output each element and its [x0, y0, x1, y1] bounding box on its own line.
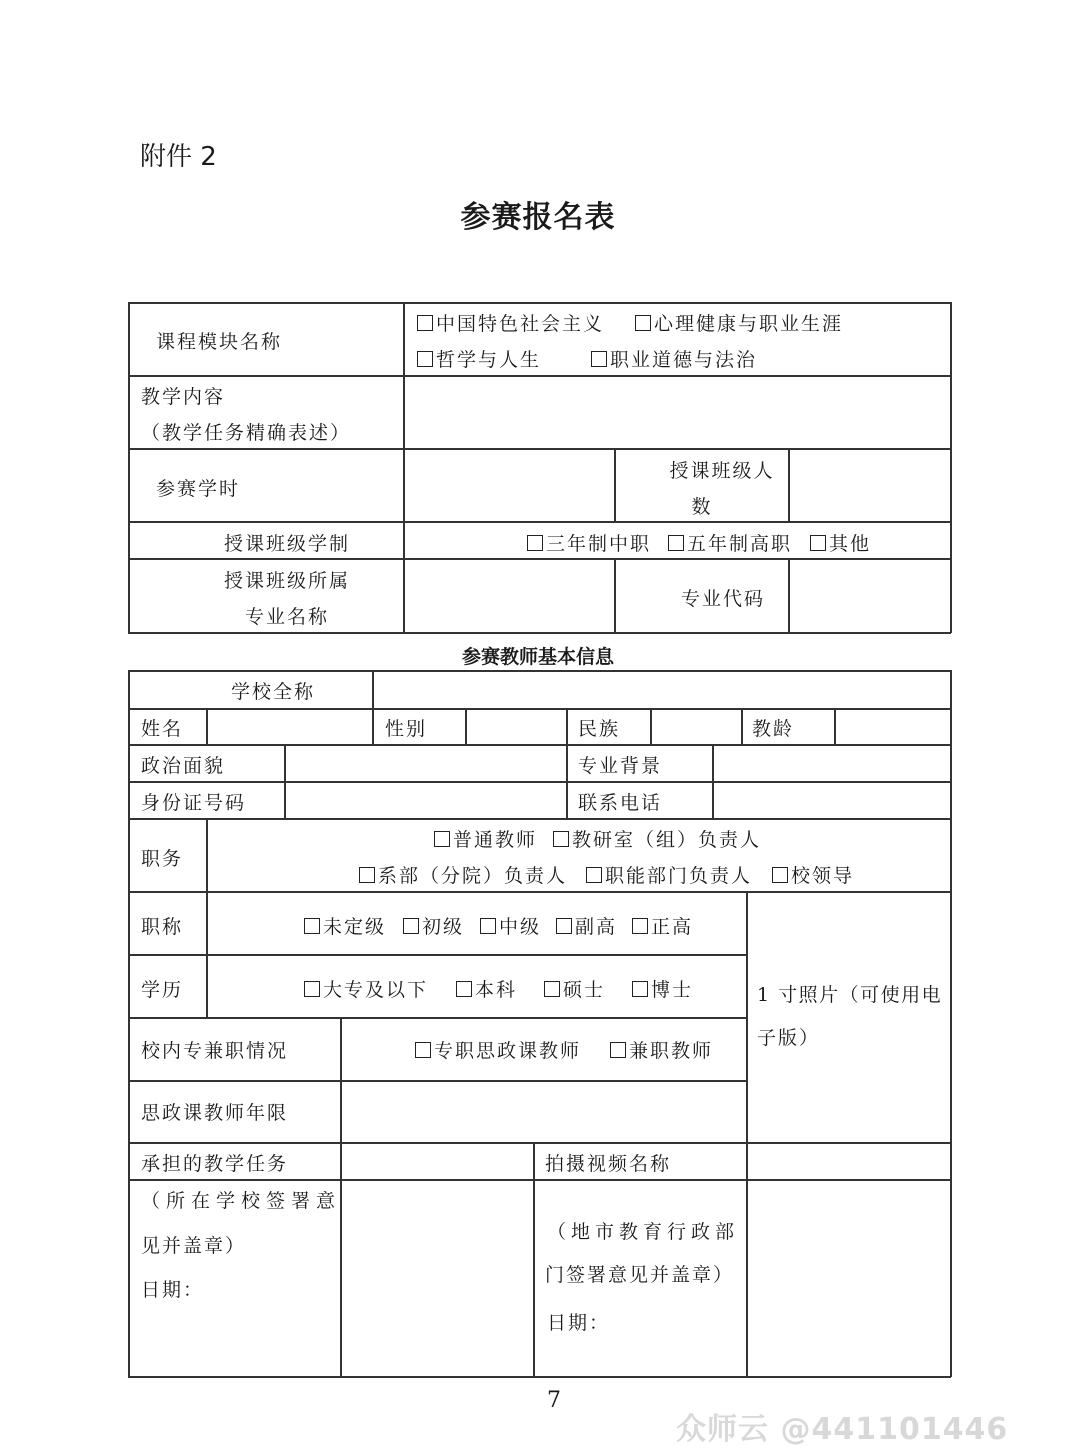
system-option-1[interactable]: 三年制中职 [527, 532, 651, 556]
grid-line [128, 954, 747, 956]
school-label: 学校全称 [230, 681, 315, 703]
grid-line [746, 891, 748, 1377]
position-option-4[interactable]: 职能部门负责人 [586, 864, 752, 888]
grid-line [128, 670, 130, 1377]
grid-line [128, 818, 951, 820]
teaching-years-label: 教龄 [752, 718, 795, 740]
name-label: 姓名 [141, 718, 184, 740]
grid-line [128, 708, 951, 710]
major-background-label: 专业背景 [578, 755, 663, 777]
grid-line [128, 1080, 747, 1082]
grid-line [128, 1376, 951, 1378]
school-sign-label-2: 见并盖章） [141, 1235, 247, 1257]
grid-line [128, 448, 951, 450]
checkbox-icon[interactable] [304, 981, 320, 997]
grid-line [128, 781, 951, 783]
checkbox-icon[interactable] [610, 1042, 626, 1058]
checkbox-icon[interactable] [553, 831, 569, 847]
grid-line [128, 558, 951, 560]
grid-line [950, 302, 952, 633]
position-option-5[interactable]: 校领导 [772, 864, 854, 888]
years-label: 思政课教师年限 [141, 1102, 289, 1124]
content-label-sub: （教学任务精确表述） [141, 422, 352, 444]
grid-line [128, 632, 951, 634]
education-option-1[interactable]: 大专及以下 [304, 978, 428, 1002]
gov-sign-label-2: 门签署意见并盖章） [545, 1264, 735, 1286]
page-number: 7 [547, 1388, 561, 1413]
video-label: 拍摄视频名称 [545, 1153, 672, 1175]
module-option-1[interactable]: 中国特色社会主义 [417, 312, 604, 336]
grid-line [206, 818, 208, 1018]
title-option-2[interactable]: 初级 [403, 915, 464, 939]
ethnicity-label: 民族 [578, 718, 621, 740]
grid-line [128, 375, 951, 377]
grid-line [834, 708, 836, 745]
checkbox-icon[interactable] [415, 1042, 431, 1058]
grid-line [950, 670, 952, 1377]
checkbox-icon[interactable] [632, 981, 648, 997]
system-option-2[interactable]: 五年制高职 [668, 532, 792, 556]
class-size-label-2: 数 [691, 496, 713, 518]
attachment-label: 附件 2 [140, 142, 217, 172]
position-option-2[interactable]: 教研室（组）负责人 [553, 828, 761, 852]
class-size-label: 授课班级人 [669, 460, 775, 482]
education-option-2[interactable]: 本科 [456, 978, 517, 1002]
checkbox-icon[interactable] [635, 315, 651, 331]
title-option-5[interactable]: 正高 [632, 915, 693, 939]
checkbox-icon[interactable] [632, 918, 648, 934]
grid-line [650, 708, 652, 745]
status-option-1[interactable]: 专职思政课教师 [415, 1039, 581, 1063]
checkbox-icon[interactable] [556, 918, 572, 934]
module-option-4[interactable]: 职业道德与法治 [591, 348, 757, 372]
gov-sign-label: （地市教育行政部 [547, 1221, 740, 1243]
task-label: 承担的教学任务 [141, 1153, 289, 1175]
title-label: 职称 [141, 916, 184, 938]
hours-label: 参赛学时 [156, 478, 241, 500]
checkbox-icon[interactable] [591, 351, 607, 367]
major-label-2: 专业名称 [244, 606, 329, 628]
checkbox-icon[interactable] [772, 867, 788, 883]
checkbox-icon[interactable] [544, 981, 560, 997]
major-label: 授课班级所属 [223, 570, 350, 592]
id-number-label: 身份证号码 [141, 792, 247, 814]
checkbox-icon[interactable] [480, 918, 496, 934]
education-option-3[interactable]: 硕士 [544, 978, 605, 1002]
grid-line [128, 1179, 951, 1181]
form-title: 参赛报名表 [460, 200, 616, 235]
title-option-3[interactable]: 中级 [480, 915, 541, 939]
checkbox-icon[interactable] [417, 315, 433, 331]
system-option-3[interactable]: 其他 [810, 532, 871, 556]
grid-line [128, 744, 951, 746]
checkbox-icon[interactable] [527, 535, 543, 551]
grid-line [566, 744, 568, 819]
title-option-4[interactable]: 副高 [556, 915, 617, 939]
module-option-2[interactable]: 心理健康与职业生涯 [635, 312, 843, 336]
grid-line [566, 708, 568, 745]
grid-line [128, 521, 951, 523]
checkbox-icon[interactable] [434, 831, 450, 847]
major-code-label: 专业代码 [680, 588, 765, 610]
module-option-3[interactable]: 哲学与人生 [417, 348, 541, 372]
grid-line [128, 302, 951, 304]
grid-line [284, 744, 286, 819]
grid-line [372, 708, 374, 745]
checkbox-icon[interactable] [810, 535, 826, 551]
checkbox-icon[interactable] [403, 918, 419, 934]
grid-line [128, 1142, 951, 1144]
school-sign-label: （所在学校签署意 [141, 1190, 342, 1212]
education-option-4[interactable]: 博士 [632, 978, 693, 1002]
checkbox-icon[interactable] [668, 535, 684, 551]
checkbox-icon[interactable] [456, 981, 472, 997]
photo-label: 1 寸照片（可使用电 [757, 984, 943, 1006]
position-label: 职务 [141, 848, 184, 870]
content-label: 教学内容 [141, 386, 226, 408]
grid-line [465, 708, 467, 745]
school-date-label: 日期： [141, 1279, 205, 1301]
phone-label: 联系电话 [578, 792, 663, 814]
political-label: 政治面貌 [141, 755, 226, 777]
gov-date-label: 日期： [547, 1312, 611, 1334]
position-option-3[interactable]: 系部（分院）负责人 [359, 864, 567, 888]
grid-line [128, 670, 951, 672]
photo-label-2: 子版） [757, 1027, 821, 1049]
status-option-2[interactable]: 兼职教师 [610, 1039, 713, 1063]
checkbox-icon[interactable] [417, 351, 433, 367]
teacher-section-title: 参赛教师基本信息 [461, 646, 614, 668]
grid-line [533, 1142, 535, 1377]
checkbox-icon[interactable] [586, 867, 602, 883]
grid-line [128, 1017, 747, 1019]
checkbox-icon[interactable] [304, 918, 320, 934]
grid-line [206, 708, 208, 745]
grid-line [128, 891, 951, 893]
position-option-1[interactable]: 普通教师 [434, 828, 537, 852]
checkbox-icon[interactable] [359, 867, 375, 883]
grid-line [741, 708, 743, 745]
module-label: 课程模块名称 [156, 331, 283, 353]
grid-line [712, 744, 714, 819]
title-option-1[interactable]: 未定级 [304, 915, 386, 939]
status-label: 校内专兼职情况 [141, 1040, 289, 1062]
gender-label: 性别 [385, 718, 428, 740]
education-label: 学历 [141, 979, 184, 1001]
watermark: 众师云 @441101446 [676, 1412, 1009, 1447]
system-label: 授课班级学制 [223, 533, 350, 555]
